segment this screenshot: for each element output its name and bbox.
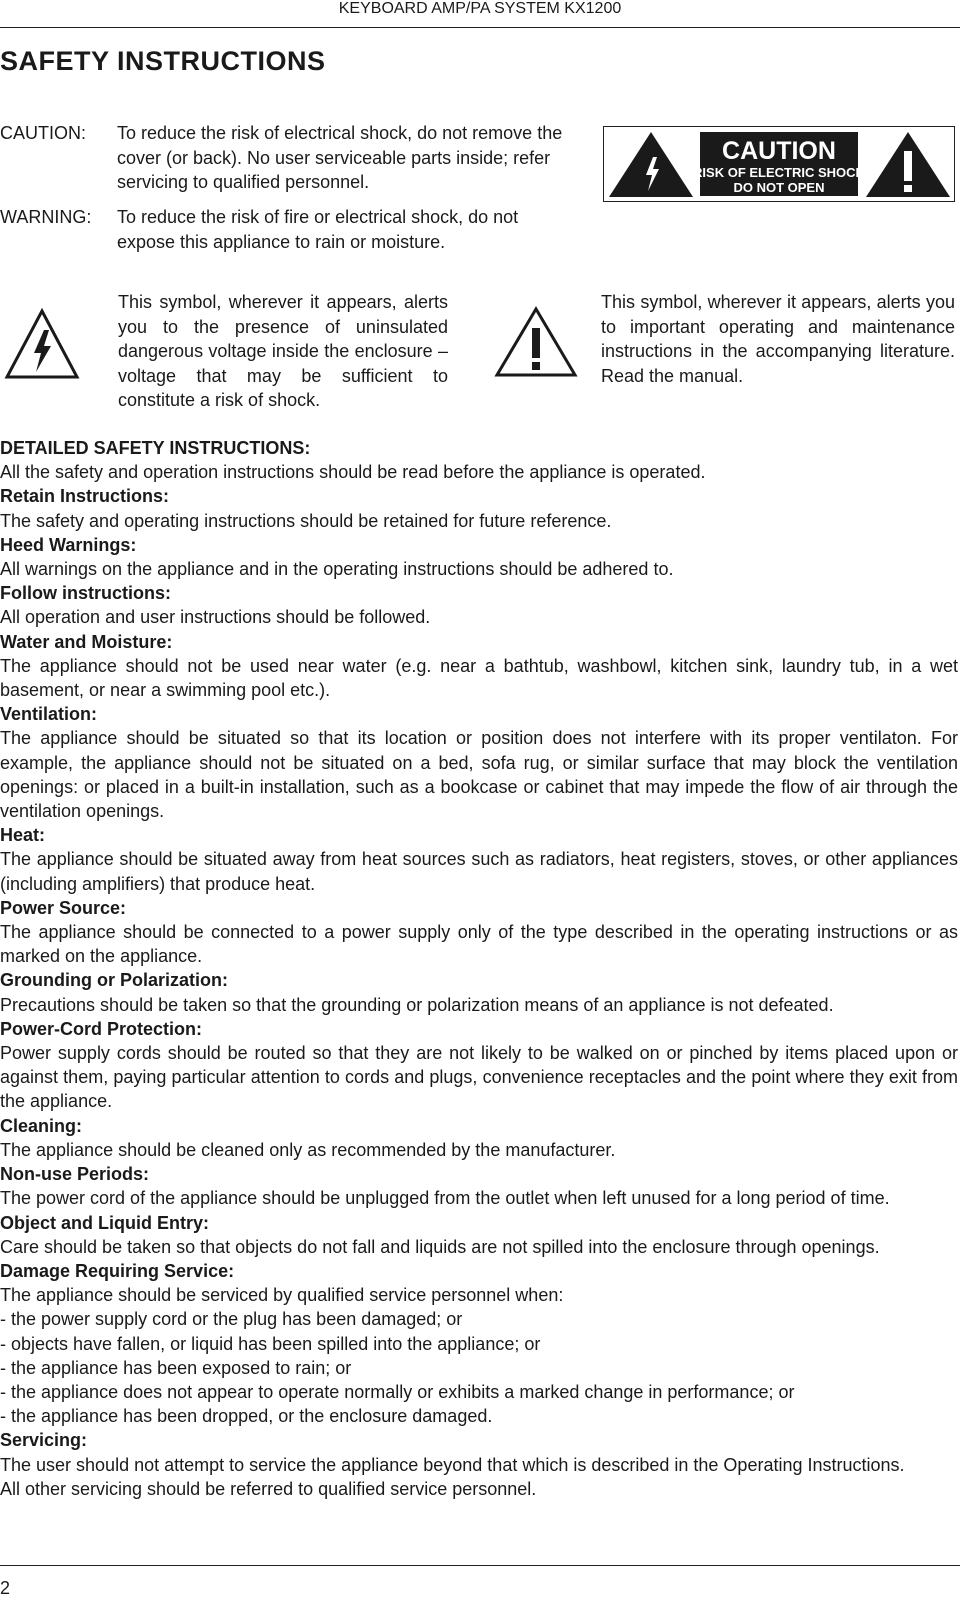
page-title: SAFETY INSTRUCTIONS: [0, 46, 326, 76]
detailed-intro: All the safety and operation instructions should be read before the appliance is operated.: [0, 462, 706, 483]
header-title: KEYBOARD AMP/PA SYSTEM KX1200: [338, 0, 622, 17]
section-text: The power cord of the appliance should be unplugged from the outlet when left unused for a long period of time.: [0, 1188, 890, 1209]
lightning-icon: [4, 308, 80, 380]
section-heading: Follow instructions:: [0, 583, 171, 604]
caution-text: To reduce the risk of electrical shock, do not remove the cover (or back). No user serviceable parts inside; refer servicing to qualified personnel.: [117, 123, 563, 192]
section-heading: Power Source:: [0, 897, 127, 918]
damage-heading: Damage Requiring Service:: [0, 1260, 235, 1281]
caution-label: CAUTION:: [0, 123, 87, 143]
exclamation-symbol-text: This symbol, wherever it appears, alerts you to important operating and maintenance instructions in the accompanying literature. Read the manual.: [601, 292, 955, 386]
section-text: The appliance should not be used near water (e.g. near a bathtub, washbowl, kitchen sink, laundry tub, in a wet basement, or near a swimming pool etc.).: [0, 655, 958, 701]
exclamation-symbol: [494, 306, 578, 383]
section-heading: Retain Instructions:: [0, 486, 170, 507]
section-text: The appliance should be situated away from heat sources such as radiators, heat registers, stoves, or other appliances (including amplifiers) that produce heat.: [0, 849, 958, 894]
section-heading: Ventilation:: [0, 704, 98, 725]
footer-rule: [0, 1565, 960, 1566]
warning-label: WARNING:: [0, 207, 92, 227]
caution-panel-title: CAUTION: [722, 137, 836, 165]
section-text: Care should be taken so that objects do not fall and liquids are not spilled into the enclosure through openings.: [0, 1236, 880, 1257]
warning-block: [0, 205, 590, 254]
damage-intro: The appliance should be serviced by qualified service personnel when:: [0, 1285, 564, 1306]
servicing-line: The user should not attempt to service the appliance beyond that which is described in the Operating Instructions.: [0, 1454, 905, 1475]
section-text: The appliance should be connected to a power supply only of the type described in the operating instructions or as marked on the appliance.: [0, 922, 958, 967]
section-text: Precautions should be taken so that the grounding or polarization means of an appliance is not defeated.: [0, 994, 834, 1015]
section-heading: Non-use Periods:: [0, 1164, 150, 1185]
section-text: The appliance should be cleaned only as recommended by the manufacturer.: [0, 1139, 616, 1160]
section-heading: Object and Liquid Entry:: [0, 1212, 210, 1233]
caution-label-graphic: [603, 126, 955, 202]
lightning-symbol: [4, 308, 80, 385]
section-heading: Heat:: [0, 825, 46, 846]
caution-panel-line2: RISK OF ELECTRIC SHOCK: [693, 165, 865, 180]
page-header: [0, 0, 975, 28]
caution-block: [0, 121, 590, 195]
damage-item: - the appliance does not appear to operate normally or exhibits a marked change in performance; or: [0, 1381, 795, 1402]
page-number: 2: [0, 1578, 11, 1598]
detailed-instructions: [0, 436, 958, 1501]
damage-item: - the appliance has been dropped, or the enclosure damaged.: [0, 1406, 493, 1427]
detailed-heading: DETAILED SAFETY INSTRUCTIONS:: [0, 438, 311, 458]
exclamation-triangle-icon: [866, 132, 950, 197]
section-text: All warnings on the appliance and in the operating instructions should be adhered to.: [0, 559, 674, 580]
section-heading: Power-Cord Protection:: [0, 1018, 203, 1039]
section-heading: Cleaning:: [0, 1115, 83, 1136]
section-heading: Heed Warnings:: [0, 534, 137, 555]
section-text: The safety and operating instructions should be retained for future reference.: [0, 510, 612, 531]
lightning-symbol-text: This symbol, wherever it appears, alerts you to the presence of uninsulated dangerous voltage inside the enclosure – voltage that may be sufficient to constitute a risk of shock.: [118, 292, 448, 410]
section-text: Power supply cords should be routed so that they are not likely to be walked on or pinched by items placed upon or against them, paying particular attention to cords and plugs, convenience receptacles and the point where they exit from the appliance.: [0, 1043, 958, 1112]
section-text: All operation and user instructions should be followed.: [0, 607, 431, 628]
section-heading: Water and Moisture:: [0, 631, 173, 652]
exclamation-icon: [494, 306, 578, 378]
section-heading: Grounding or Polarization:: [0, 970, 228, 991]
damage-item: - the appliance has been exposed to rain; or: [0, 1357, 352, 1378]
damage-item: - objects have fallen, or liquid has been spilled into the appliance; or: [0, 1333, 541, 1354]
caution-panel-line3: DO NOT OPEN: [733, 180, 825, 195]
servicing-heading: Servicing:: [0, 1430, 88, 1451]
lightning-triangle-icon: [609, 132, 693, 197]
section-text: The appliance should be situated so that its location or position does not interfere with its proper ventilaton. For example, the appliance should not be situated on a bed, sofa rug, or similar surface that may block the ventilation openings: or placed in a built-in installation, such as a bookcase or cabinet that may impede the flow of air through the ventilation openings.: [0, 728, 958, 822]
header-rule: [0, 27, 960, 28]
servicing-line: All other servicing should be referred to qualified service personnel.: [0, 1478, 537, 1499]
caution-sticker-svg: [604, 127, 953, 200]
warning-text: To reduce the risk of fire or electrical shock, do not expose this appliance to rain or moisture.: [117, 207, 519, 252]
damage-item: - the power supply cord or the plug has been damaged; or: [0, 1309, 463, 1330]
